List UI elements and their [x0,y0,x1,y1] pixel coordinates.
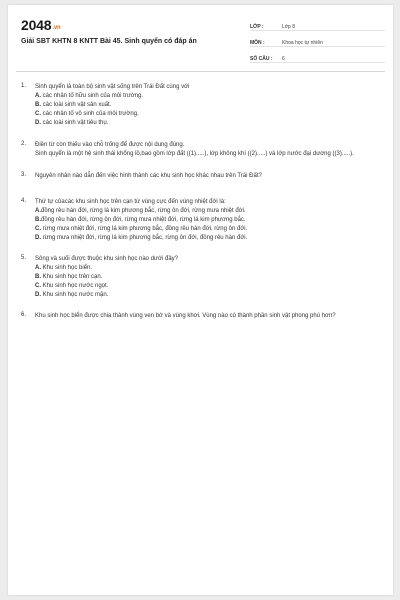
question-2 [21,141,381,159]
option-letter: C. [35,283,41,289]
logo-suffix: .vn [52,25,61,31]
question-text: Sinh quyển là toàn bộ sinh vật sống trên Trái Đất cùng với [35,84,190,90]
question-text: Sông và suối được thuộc khu sinh học nào dưới đây? [35,256,178,262]
option-text: rừng mưa nhiệt đới, rừng lá kim phương bắc, rừng ôn đới, đồng rêu hàn đới. [41,235,248,241]
question-4 [21,198,381,243]
question-text-detail: Sinh quyển là một hệ sinh thái khổng lồ,bao gồm lớp đất ((1).....), lớp không khí ((2).....) và lớp nước đại dương ((3).....). [35,151,354,157]
meta-label: MÔN : [250,40,265,46]
question-1 [21,83,381,128]
option-text: Khu sinh học biển. [41,265,93,271]
logo-main: 2048 [21,17,52,33]
meta-label: SỐ CÂU : [250,56,273,62]
option-a[interactable] [35,92,381,101]
meta-value: 6 [282,56,285,62]
question-number: 3. [21,172,27,178]
option-text: đồng rêu hàn đới, rừng lá kim phương bắc, rừng ôn đới, rừng mưa nhiệt đới. [41,208,246,214]
question-3 [21,172,381,181]
question-body [35,198,381,243]
question-text: Nguyên nhân nào dẫn đến việc hình thành các khu sinh học khác nhau trên Trái Đất? [35,173,262,179]
option-letter: B. [35,102,41,108]
option-letter: B. [35,274,41,280]
meta-row-subject [250,35,385,47]
question-text: Điền từ còn thiếu vào chỗ trống để được nội dung đúng. [35,142,185,148]
option-text: Khu sinh học nước mặn. [41,292,109,298]
document-page [8,5,393,595]
question-body [35,312,381,321]
option-b[interactable] [35,273,381,282]
question-number: 5. [21,255,27,261]
option-text: Khu sinh học nước ngọt. [41,283,109,289]
option-c[interactable] [35,110,381,119]
option-letter: B. [35,217,41,223]
option-b[interactable] [35,216,381,225]
option-text: các loài sinh vật tiêu thụ. [41,120,109,126]
meta-row-class [250,19,385,31]
option-letter: C. [35,226,41,232]
option-text: các nhân tố hữu sinh của môi trường. [41,93,144,99]
option-b[interactable] [35,101,381,110]
meta-value: Lớp 8 [282,24,296,30]
option-letter: D. [35,235,41,241]
question-body [35,172,381,181]
option-d[interactable] [35,119,381,128]
question-number: 1. [21,83,27,89]
meta-panel [250,19,385,67]
meta-value: Khoa học tự nhiên [282,40,323,46]
question-text: Thứ tự củacác khu sinh học trên cạn từ vùng cực đến vùng nhiệt đới là: [35,199,226,205]
question-body [35,83,381,128]
option-text: rừng mưa nhiệt đới, rừng lá kim phương bắc, đồng rêu hàn đới, rừng ôn đới. [41,226,248,232]
option-letter: D. [35,120,41,126]
option-c[interactable] [35,225,381,234]
option-text: Khu sinh học trên cạn. [41,274,103,280]
option-text: các nhân tố vô sinh của môi trường. [41,111,139,117]
site-logo[interactable] [21,17,60,33]
meta-label: LỚP : [250,24,264,30]
option-letter: C. [35,111,41,117]
question-number: 6. [21,312,27,318]
option-text: đồng rêu hàn đới, rừng ôn đới, rừng mưa nhiệt đới, rừng lá kim phương bắc. [41,217,246,223]
option-c[interactable] [35,282,381,291]
question-number: 4. [21,198,27,204]
option-letter: D. [35,292,41,298]
question-6 [21,312,381,321]
option-d[interactable] [35,234,381,243]
option-letter: A. [35,93,41,99]
question-body [35,141,381,159]
document-title: Giải SBT KHTN 8 KNTT Bài 45. Sinh quyển có đáp án [21,38,197,45]
question-number: 2. [21,141,27,147]
option-letter: A. [35,265,41,271]
option-text: các loài sinh vật sản xuất. [41,102,112,108]
option-a[interactable] [35,264,381,273]
header-divider [16,71,385,72]
question-5 [21,255,381,300]
option-letter: A. [35,208,41,214]
meta-row-count [250,51,385,63]
option-d[interactable] [35,291,381,300]
option-a[interactable] [35,207,381,216]
question-list [21,83,381,331]
question-body [35,255,381,300]
question-text: Khu sinh học biển được chia thành vùng ven bờ và vùng khơi. Vùng nào có thành phần sinh vật phong phú hơn? [35,313,336,319]
